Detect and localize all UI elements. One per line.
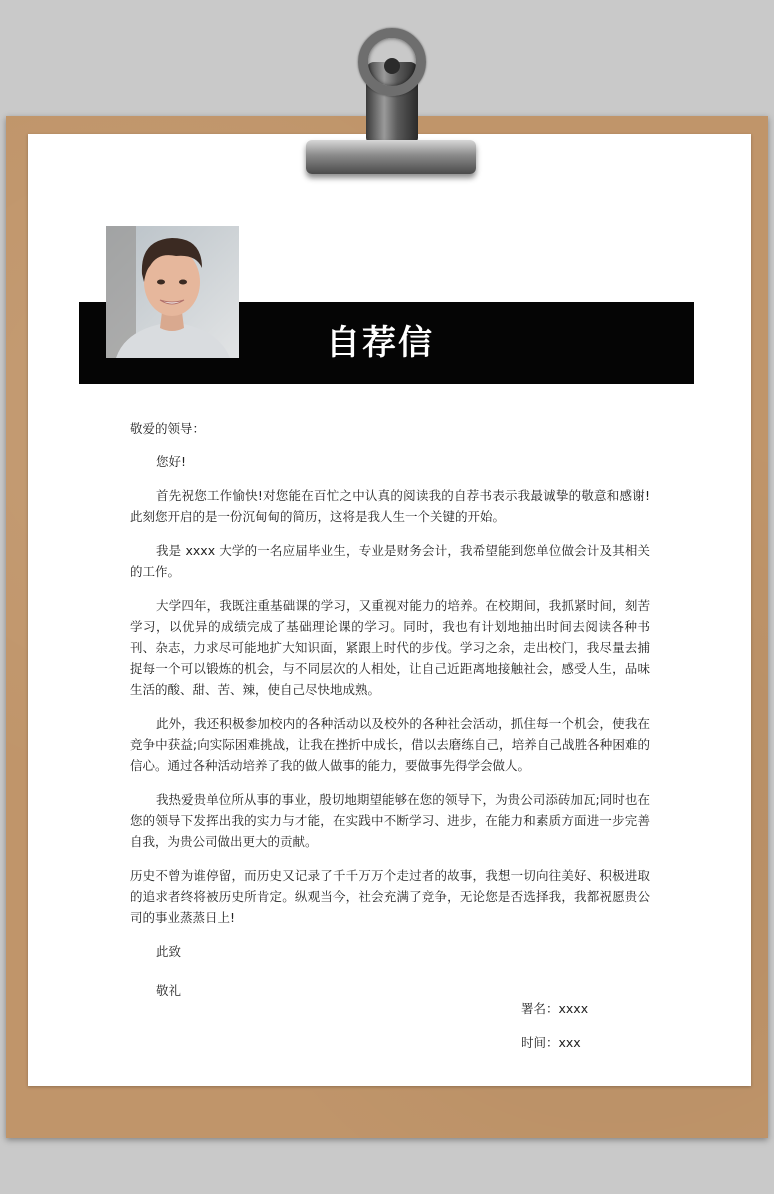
person-portrait-icon — [106, 226, 239, 358]
paragraph: 首先祝您工作愉快!对您能在百忙之中认真的阅读我的自荐书表示我最诚挚的敬意和感谢!此刻您开启的是一份沉甸甸的简历，这将是我人生一个关键的开始。 — [130, 488, 650, 524]
salutation: 敬爱的领导： — [130, 421, 206, 436]
profile-photo — [106, 226, 239, 358]
paragraph: 我是 xxxx 大学的一名应届毕业生，专业是财务会计，我希望能到您单位做会计及其相关的工作。 — [130, 543, 650, 579]
closing-line-1: 此致 — [156, 944, 182, 959]
paragraph: 大学四年，我既注重基础课的学习，又重视对能力的培养。在校期间，我抓紧时间，刻苦学习，以优异的成绩完成了基础理论课的学习。同时，我也有计划地抽出时间去阅读各种书刊、杂志，力求尽可能地扩大知识面，紧跟上时代的步伐。学习之余，走出校门，我尽量去捕捉每一个可以锻炼的机会，与不同层次的人相处，让自己近距离地接触社会，感受人生，品味生活的酸、甜、苦、辣，使自己尽快地成熟。 — [130, 598, 650, 697]
greeting: 您好! — [156, 454, 187, 469]
final-paragraph: 历史不曾为谁停留，而历史又记录了千千万万个走过者的故事，我想一切向往美好、积极进取的追求者终将被历史所肯定。纵观当今，社会充满了竞争，无论您是否选择我，我都祝愿贵公司的事业蒸蒸日上! — [130, 868, 650, 925]
signature: 署名：xxxx — [521, 1001, 589, 1016]
page-title: 自荐信 — [326, 323, 434, 363]
clip-hole — [384, 58, 400, 74]
letter-body — [130, 418, 650, 1001]
closing-line-2: 敬礼 — [156, 983, 182, 998]
paragraph: 我热爱贵单位所从事的事业，殷切地期望能够在您的领导下，为贵公司添砖加瓦;同时也在您的领导下发挥出我的实力与才能，在实践中不断学习、进步，在能力和素质方面进一步完善自我，为贵公司做出更大的贡献。 — [130, 792, 650, 849]
date: 时间：xxx — [521, 1035, 581, 1050]
paragraph: 此外，我还积极参加校内的各种活动以及校外的各种社会活动，抓住每一个机会，使我在竞争中获益;向实际困难挑战，让我在挫折中成长，借以去磨练自己，培养自己战胜各种困难的信心。通过各种活动培养了我的做人做事的能力，要做事先得学会做人。 — [130, 716, 650, 773]
clip-base — [306, 140, 476, 174]
